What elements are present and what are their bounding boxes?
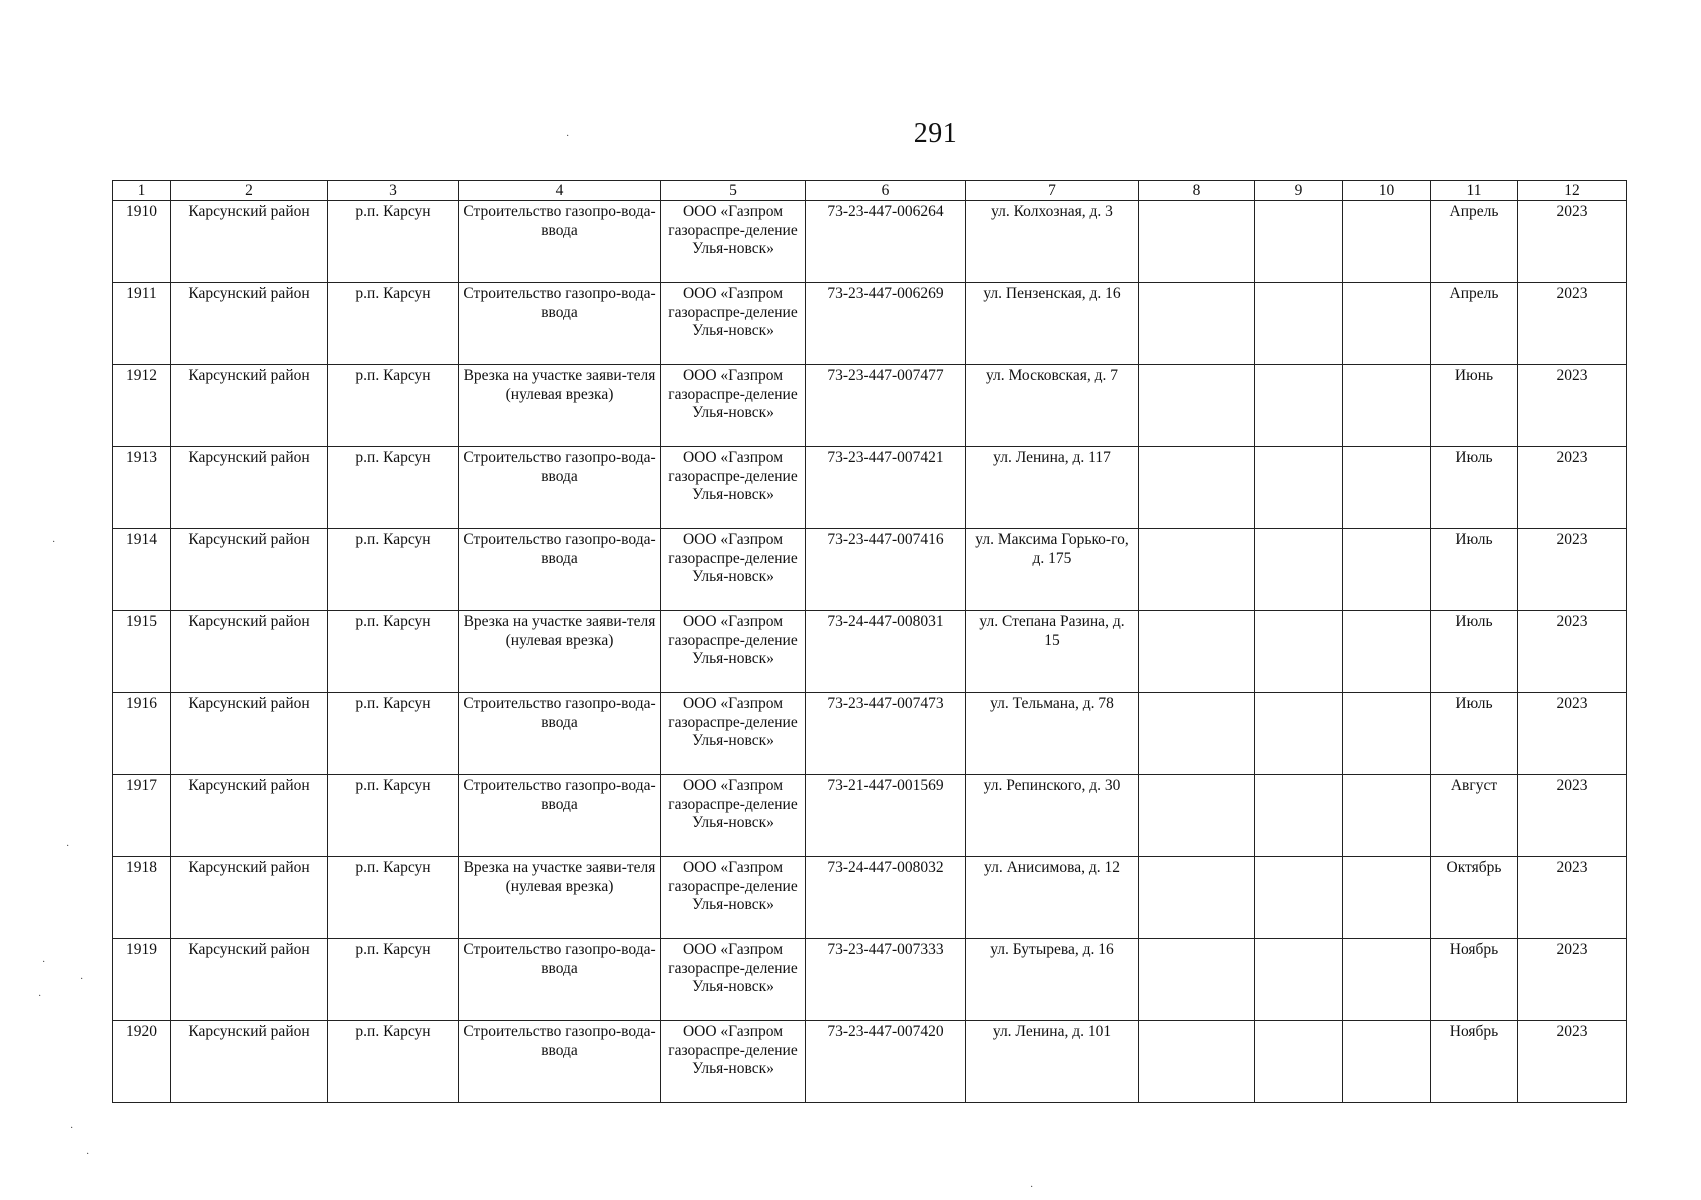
year-cell: 2023: [1518, 365, 1627, 447]
year-cell: 2023: [1518, 611, 1627, 693]
work-type-cell: Строительство газопро-вода-ввода: [459, 775, 661, 857]
column-header: 2: [171, 181, 328, 201]
district-cell: Карсунский район: [171, 447, 328, 529]
settlement-cell: р.п. Карсун: [328, 939, 459, 1021]
year-cell: 2023: [1518, 201, 1627, 283]
object-code-cell: 73-23-447-007420: [806, 1021, 966, 1103]
month-cell: Апрель: [1431, 283, 1518, 365]
address-cell: ул. Максима Горько-го, д. 175: [966, 529, 1139, 611]
address-cell: ул. Московская, д. 7: [966, 365, 1139, 447]
organization-cell: ООО «Газпром газораспре-деление Улья-новск»: [661, 447, 806, 529]
object-code-cell: 73-21-447-001569: [806, 775, 966, 857]
table-row: [113, 283, 1627, 365]
month-cell: Ноябрь: [1431, 939, 1518, 1021]
col8-cell: [1139, 693, 1255, 775]
row-number: 1914: [113, 529, 171, 611]
settlement-cell: р.п. Карсун: [328, 529, 459, 611]
organization-cell: ООО «Газпром газораспре-деление Улья-новск»: [661, 775, 806, 857]
col9-cell: [1255, 611, 1343, 693]
organization-cell: ООО «Газпром газораспре-деление Улья-новск»: [661, 693, 806, 775]
district-cell: Карсунский район: [171, 529, 328, 611]
object-code-cell: 73-24-447-008032: [806, 857, 966, 939]
row-number: 1912: [113, 365, 171, 447]
address-cell: ул. Репинского, д. 30: [966, 775, 1139, 857]
col10-cell: [1343, 775, 1431, 857]
column-header: 6: [806, 181, 966, 201]
col8-cell: [1139, 447, 1255, 529]
month-cell: Ноябрь: [1431, 1021, 1518, 1103]
scan-speck: ·: [86, 1149, 90, 1160]
organization-cell: ООО «Газпром газораспре-деление Улья-новск»: [661, 611, 806, 693]
col9-cell: [1255, 775, 1343, 857]
row-number: 1916: [113, 693, 171, 775]
row-number: 1917: [113, 775, 171, 857]
object-code-cell: 73-23-447-006269: [806, 283, 966, 365]
district-cell: Карсунский район: [171, 857, 328, 939]
column-header: 8: [1139, 181, 1255, 201]
work-type-cell: Строительство газопро-вода-ввода: [459, 939, 661, 1021]
year-cell: 2023: [1518, 283, 1627, 365]
object-code-cell: 73-23-447-007473: [806, 693, 966, 775]
col10-cell: [1343, 283, 1431, 365]
register-table: [112, 180, 1627, 1103]
row-number: 1915: [113, 611, 171, 693]
settlement-cell: р.п. Карсун: [328, 857, 459, 939]
table-header-row: [113, 181, 1627, 201]
month-cell: Июль: [1431, 447, 1518, 529]
settlement-cell: р.п. Карсун: [328, 611, 459, 693]
district-cell: Карсунский район: [171, 611, 328, 693]
district-cell: Карсунский район: [171, 283, 328, 365]
column-header: 11: [1431, 181, 1518, 201]
col9-cell: [1255, 1021, 1343, 1103]
organization-cell: ООО «Газпром газораспре-деление Улья-новск»: [661, 529, 806, 611]
col10-cell: [1343, 365, 1431, 447]
col8-cell: [1139, 775, 1255, 857]
organization-cell: ООО «Газпром газораспре-деление Улья-новск»: [661, 1021, 806, 1103]
col9-cell: [1255, 693, 1343, 775]
col10-cell: [1343, 529, 1431, 611]
scan-speck: ·: [566, 131, 570, 142]
organization-cell: ООО «Газпром газораспре-деление Улья-новск»: [661, 857, 806, 939]
object-code-cell: 73-23-447-007421: [806, 447, 966, 529]
organization-cell: ООО «Газпром газораспре-деление Улья-новск»: [661, 365, 806, 447]
col8-cell: [1139, 201, 1255, 283]
scan-speck: ·: [52, 537, 56, 548]
col8-cell: [1139, 365, 1255, 447]
settlement-cell: р.п. Карсун: [328, 693, 459, 775]
work-type-cell: Строительство газопро-вода-ввода: [459, 693, 661, 775]
month-cell: Июль: [1431, 611, 1518, 693]
table-row: [113, 447, 1627, 529]
col10-cell: [1343, 201, 1431, 283]
organization-cell: ООО «Газпром газораспре-деление Улья-новск»: [661, 939, 806, 1021]
col10-cell: [1343, 693, 1431, 775]
scan-speck: ·: [38, 991, 42, 1002]
address-cell: ул. Колхозная, д. 3: [966, 201, 1139, 283]
work-type-cell: Врезка на участке заяви-теля (нулевая врезка): [459, 611, 661, 693]
district-cell: Карсунский район: [171, 1021, 328, 1103]
table-row: [113, 939, 1627, 1021]
col9-cell: [1255, 447, 1343, 529]
district-cell: Карсунский район: [171, 365, 328, 447]
settlement-cell: р.п. Карсун: [328, 365, 459, 447]
work-type-cell: Врезка на участке заяви-теля (нулевая врезка): [459, 365, 661, 447]
column-header: 9: [1255, 181, 1343, 201]
month-cell: Октябрь: [1431, 857, 1518, 939]
col9-cell: [1255, 529, 1343, 611]
table-row: [113, 693, 1627, 775]
col10-cell: [1343, 447, 1431, 529]
page-number: 291: [913, 118, 958, 149]
organization-cell: ООО «Газпром газораспре-деление Улья-новск»: [661, 201, 806, 283]
col8-cell: [1139, 1021, 1255, 1103]
table-row: [113, 611, 1627, 693]
col10-cell: [1343, 857, 1431, 939]
object-code-cell: 73-23-447-007477: [806, 365, 966, 447]
work-type-cell: Врезка на участке заяви-теля (нулевая врезка): [459, 857, 661, 939]
year-cell: 2023: [1518, 693, 1627, 775]
col9-cell: [1255, 283, 1343, 365]
col10-cell: [1343, 1021, 1431, 1103]
row-number: 1913: [113, 447, 171, 529]
object-code-cell: 73-24-447-008031: [806, 611, 966, 693]
address-cell: ул. Тельмана, д. 78: [966, 693, 1139, 775]
row-number: 1911: [113, 283, 171, 365]
table-row: [113, 365, 1627, 447]
address-cell: ул. Ленина, д. 117: [966, 447, 1139, 529]
table-body: [113, 201, 1627, 1103]
table-row: [113, 201, 1627, 283]
settlement-cell: р.п. Карсун: [328, 283, 459, 365]
column-header: 10: [1343, 181, 1431, 201]
settlement-cell: р.п. Карсун: [328, 201, 459, 283]
district-cell: Карсунский район: [171, 775, 328, 857]
month-cell: Июнь: [1431, 365, 1518, 447]
col9-cell: [1255, 365, 1343, 447]
year-cell: 2023: [1518, 939, 1627, 1021]
work-type-cell: Строительство газопро-вода-ввода: [459, 283, 661, 365]
year-cell: 2023: [1518, 775, 1627, 857]
month-cell: Апрель: [1431, 201, 1518, 283]
col8-cell: [1139, 283, 1255, 365]
year-cell: 2023: [1518, 447, 1627, 529]
scan-speck: ·: [1030, 1182, 1034, 1193]
object-code-cell: 73-23-447-007416: [806, 529, 966, 611]
col10-cell: [1343, 611, 1431, 693]
table-header: [113, 181, 1627, 201]
row-number: 1918: [113, 857, 171, 939]
col9-cell: [1255, 201, 1343, 283]
work-type-cell: Строительство газопро-вода-ввода: [459, 201, 661, 283]
settlement-cell: р.п. Карсун: [328, 1021, 459, 1103]
scan-speck: ·: [80, 974, 84, 985]
month-cell: Август: [1431, 775, 1518, 857]
column-header: 5: [661, 181, 806, 201]
district-cell: Карсунский район: [171, 201, 328, 283]
table-row: [113, 1021, 1627, 1103]
address-cell: ул. Ленина, д. 101: [966, 1021, 1139, 1103]
organization-cell: ООО «Газпром газораспре-деление Улья-новск»: [661, 283, 806, 365]
table-row: [113, 529, 1627, 611]
work-type-cell: Строительство газопро-вода-ввода: [459, 447, 661, 529]
col8-cell: [1139, 611, 1255, 693]
column-header: 1: [113, 181, 171, 201]
settlement-cell: р.п. Карсун: [328, 775, 459, 857]
scan-speck: ·: [70, 1123, 74, 1134]
object-code-cell: 73-23-447-006264: [806, 201, 966, 283]
month-cell: Июль: [1431, 693, 1518, 775]
column-header: 4: [459, 181, 661, 201]
col10-cell: [1343, 939, 1431, 1021]
row-number: 1910: [113, 201, 171, 283]
col8-cell: [1139, 939, 1255, 1021]
address-cell: ул. Анисимова, д. 12: [966, 857, 1139, 939]
address-cell: ул. Степана Разина, д. 15: [966, 611, 1139, 693]
table-row: [113, 857, 1627, 939]
column-header: 12: [1518, 181, 1627, 201]
table-row: [113, 775, 1627, 857]
row-number: 1919: [113, 939, 171, 1021]
address-cell: ул. Бутырева, д. 16: [966, 939, 1139, 1021]
scan-speck: ·: [42, 957, 46, 968]
work-type-cell: Строительство газопро-вода-ввода: [459, 1021, 661, 1103]
column-header: 3: [328, 181, 459, 201]
year-cell: 2023: [1518, 857, 1627, 939]
settlement-cell: р.п. Карсун: [328, 447, 459, 529]
year-cell: 2023: [1518, 529, 1627, 611]
scan-speck: ·: [66, 841, 70, 852]
col8-cell: [1139, 857, 1255, 939]
column-header: 7: [966, 181, 1139, 201]
month-cell: Июль: [1431, 529, 1518, 611]
district-cell: Карсунский район: [171, 939, 328, 1021]
work-type-cell: Строительство газопро-вода-ввода: [459, 529, 661, 611]
col8-cell: [1139, 529, 1255, 611]
year-cell: 2023: [1518, 1021, 1627, 1103]
row-number: 1920: [113, 1021, 171, 1103]
object-code-cell: 73-23-447-007333: [806, 939, 966, 1021]
col9-cell: [1255, 857, 1343, 939]
address-cell: ул. Пензенская, д. 16: [966, 283, 1139, 365]
district-cell: Карсунский район: [171, 693, 328, 775]
col9-cell: [1255, 939, 1343, 1021]
